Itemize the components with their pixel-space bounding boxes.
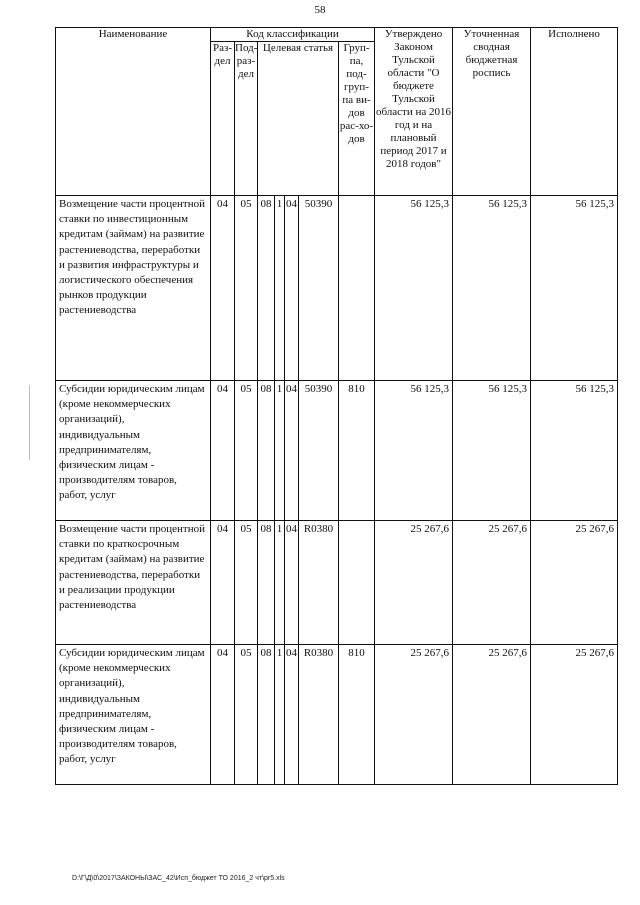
- row-podrazdel: 05: [235, 521, 258, 645]
- row-name: Возмещение части процентной ставки по инвестиционным кредитам (займам) на развитие растениеводства, переработки и развития инфраструктуры и логистического обеспечения рынков продукции растениеводства: [56, 196, 211, 381]
- row-executed: 56 125,3: [531, 196, 618, 381]
- row-refined: 56 125,3: [453, 196, 531, 381]
- row-executed: 25 267,6: [531, 645, 618, 785]
- row-cs4: 50390: [299, 196, 339, 381]
- row-cs3: 04: [285, 381, 299, 521]
- row-cs3: 04: [285, 645, 299, 785]
- row-razdel: 04: [211, 381, 235, 521]
- file-path-footer: D:\Г\Д\0\2017\ЗАКОНЫ\ЗАС_42\Исп_бюджет ТО 2016_2 чт\pr5.xls: [72, 875, 285, 882]
- row-cs2: 1: [275, 196, 285, 381]
- row-cs3: 04: [285, 521, 299, 645]
- header-refined: Уточненная сводная бюджетная роспись: [453, 28, 531, 196]
- row-podrazdel: 05: [235, 645, 258, 785]
- table-row: [56, 645, 618, 785]
- row-name: Субсидии юридическим лицам (кроме некоммерческих организаций), индивидуальным предпринимателям, физическим лицам - производителям товаров, работ, услуг: [56, 381, 211, 521]
- row-executed: 25 267,6: [531, 521, 618, 645]
- row-cs1: 08: [258, 521, 275, 645]
- row-name: Возмещение части процентной ставки по краткосрочным кредитам (займам) на развитие растениеводства, переработки и реализации продукции растениеводства: [56, 521, 211, 645]
- row-cs1: 08: [258, 381, 275, 521]
- row-cs1: 08: [258, 645, 275, 785]
- header-podrazdel: Под-раз-дел: [235, 42, 258, 196]
- header-row-top: [56, 28, 618, 42]
- row-vr: 810: [339, 381, 375, 521]
- row-vr: [339, 196, 375, 381]
- row-vr: [339, 521, 375, 645]
- header-executed: Исполнено: [531, 28, 618, 196]
- table-row: [56, 196, 618, 381]
- row-razdel: 04: [211, 645, 235, 785]
- row-razdel: 04: [211, 196, 235, 381]
- header-razdel: Раз-дел: [211, 42, 235, 196]
- row-approved: 56 125,3: [375, 381, 453, 521]
- row-razdel: 04: [211, 521, 235, 645]
- row-refined: 25 267,6: [453, 521, 531, 645]
- row-cs4: R0380: [299, 521, 339, 645]
- budget-table: [55, 27, 618, 785]
- table-row: [56, 521, 618, 645]
- row-cs1: 08: [258, 196, 275, 381]
- header-approved: Утверждено Законом Тульской области "О бюджете Тульской области на 2016 год и на плановый период 2017 и 2018 годов": [375, 28, 453, 196]
- row-cs3: 04: [285, 196, 299, 381]
- row-name: Субсидии юридическим лицам (кроме некоммерческих организаций), индивидуальным предпринимателям, физическим лицам - производителям товаров, работ, услуг: [56, 645, 211, 785]
- row-cs2: 1: [275, 521, 285, 645]
- header-name: Наименование: [56, 28, 211, 196]
- header-expense-group: Груп-па, под-груп-па ви-дов рас-хо-дов: [339, 42, 375, 196]
- header-code-group: Код классификации: [211, 28, 375, 42]
- row-cs2: 1: [275, 645, 285, 785]
- row-executed: 56 125,3: [531, 381, 618, 521]
- row-cs4: 50390: [299, 381, 339, 521]
- row-podrazdel: 05: [235, 381, 258, 521]
- header-target-article: Целевая статья: [258, 42, 339, 196]
- page-number: 58: [314, 4, 326, 16]
- row-cs2: 1: [275, 381, 285, 521]
- row-refined: 25 267,6: [453, 645, 531, 785]
- table-row: [56, 381, 618, 521]
- row-refined: 56 125,3: [453, 381, 531, 521]
- row-podrazdel: 05: [235, 196, 258, 381]
- margin-mark: [29, 385, 30, 460]
- row-approved: 25 267,6: [375, 645, 453, 785]
- row-approved: 56 125,3: [375, 196, 453, 381]
- row-vr: 810: [339, 645, 375, 785]
- row-cs4: R0380: [299, 645, 339, 785]
- row-approved: 25 267,6: [375, 521, 453, 645]
